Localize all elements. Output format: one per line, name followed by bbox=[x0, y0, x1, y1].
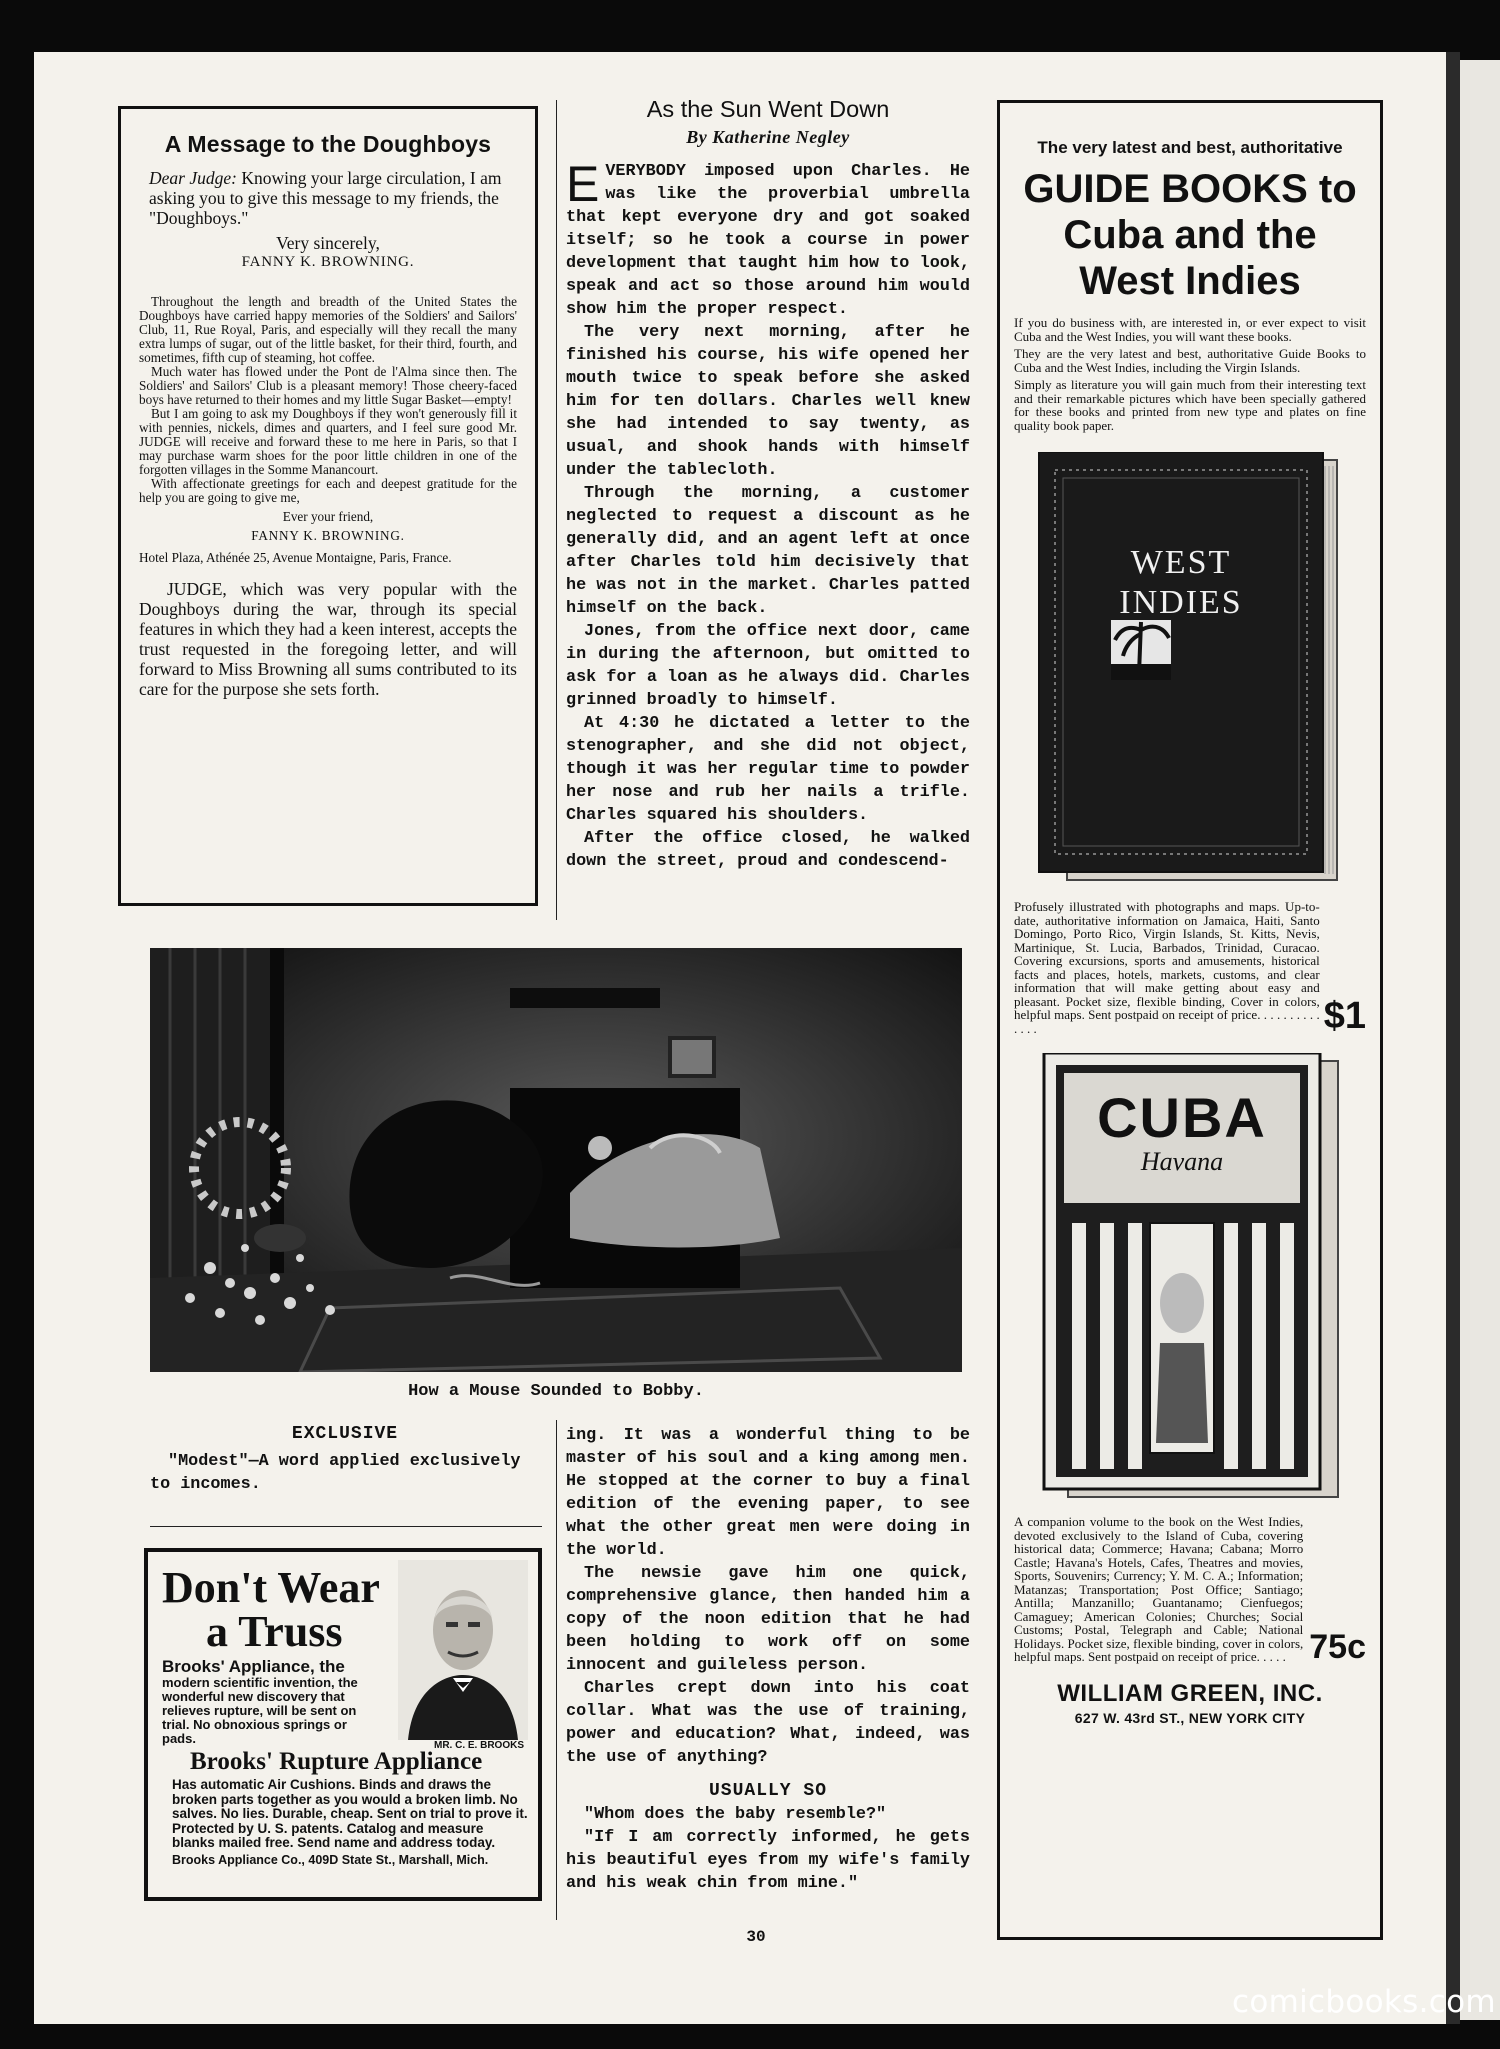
publisher-name: WILLIAM GREEN, INC. bbox=[1057, 1679, 1323, 1707]
guide-para-1: If you do business with, are interested in, or ever expect to visit Cuba and the West Indies, you will want these books. bbox=[1014, 315, 1366, 344]
drop-cap: E bbox=[566, 156, 600, 212]
story-p1: VERYBODY imposed upon Charles. He was like the proverbial umbrella that kept everyone dry and got soaked itself; so he took a course in power development that taught him how to look, speak and act so those around him would show him the proper respect. bbox=[566, 162, 970, 319]
story-byline: By Katherine Negley bbox=[686, 127, 850, 147]
story-p2: The very next morning, after he finished his course, his wife opened her mouth twice to speak before she asked him for ten dollars. Charles well knew she had intended to say twenty, as usual, and shook hands with himself under the tablecloth. bbox=[566, 323, 970, 480]
message-title: A Message to the Doughboys bbox=[164, 131, 492, 157]
binding-spine bbox=[1446, 52, 1460, 2024]
story-paragraph bbox=[566, 156, 970, 321]
truss-fine-print: modern scientific invention, the wonderful new discovery that relieves rupture, will be sent on trial. No obnoxious springs or pads. bbox=[162, 1675, 358, 1746]
exclusive-body: "Modest"—A word applied exclusively to incomes. bbox=[150, 1452, 521, 1494]
message-para-3: But I am going to ask my Doughboys if they won't generously fill it with pennies, nickels, dimes and quarters, and I feel sure good Mr. JUDGE will receive and forward these to me here in Paris, so that I may purchase warm shoes for the poor little children in one of the forgotten villages in the Somme Manancourt. bbox=[139, 406, 517, 477]
message-signature-1: FANNY K. BROWNING. bbox=[241, 254, 415, 270]
column-rule-left-bottom bbox=[556, 1420, 557, 1920]
cuba-price: 75c bbox=[1309, 1627, 1366, 1666]
usually-heading: USUALLY SO bbox=[708, 1781, 828, 1801]
truss-brand: Brooks' Rupture Appliance bbox=[190, 1748, 483, 1775]
portrait-image bbox=[398, 1560, 528, 1740]
message-greeting: Dear Judge: bbox=[149, 168, 237, 188]
truss-headline-2: a Truss bbox=[206, 1607, 343, 1656]
guide-headline: GUIDE BOOKS to Cuba and the West Indies bbox=[1023, 167, 1357, 303]
message-address: Hotel Plaza, Athénée 25, Avenue Montaigne, Paris, France. bbox=[139, 550, 452, 565]
story-p7: ing. It was a wonderful thing to be master of his soul and a king among men. He stopped at the corner to buy a final edition of the evening paper, to see what the other great men were doing in the world. bbox=[566, 1426, 970, 1560]
portrait-name: MR. C. E. BROOKS bbox=[433, 1740, 524, 1751]
message-para-4: With affectionate greetings for each and deepest gratitude for the help you are going to give me, bbox=[139, 476, 517, 505]
truss-advertisement bbox=[144, 1548, 542, 1901]
message-closing-2: Ever your friend, bbox=[282, 509, 374, 524]
message-para-2: Much water has flowed under the Pont de l'Alma since then. The Soldiers' and Sailors' Club is a pleasant memory! Those cheery-faced boys have returned to their homes and my little Sugar Basket—empty! bbox=[139, 364, 517, 407]
bedroom-scene-image bbox=[150, 948, 962, 1372]
cover-title-line-1: WEST bbox=[1130, 544, 1232, 581]
message-intro bbox=[149, 168, 517, 228]
west-indies-price: $1 bbox=[1323, 995, 1366, 1037]
truss-firm-address: Brooks Appliance Co., 409D State St., Marshall, Mich. bbox=[172, 1852, 489, 1867]
story-title: As the Sun Went Down bbox=[646, 96, 890, 122]
usually-answer: "If I am correctly informed, he gets his beautiful eyes from my wife's family and his weak chin from mine." bbox=[566, 1828, 970, 1893]
exclusive-rule bbox=[150, 1526, 542, 1527]
story-column-bottom bbox=[566, 1424, 970, 1895]
brooks-portrait bbox=[398, 1560, 528, 1760]
illustration-caption: How a Mouse Sounded to Bobby. bbox=[408, 1382, 704, 1401]
truss-description: Has automatic Air Cushions. Binds and draws the broken parts together as you would a broken limb. No salves. No lies. Durable, cheap. Sent on trial to prove it. Protected by U. S. patents. Catalog and measure blanks mailed free. Send name and address today. bbox=[172, 1777, 528, 1851]
story-p9: Charles crept down into his coat collar. What was the use of training, power and education? What, indeed, was the use of anything? bbox=[566, 1679, 970, 1767]
bedroom-mouse-illustration bbox=[150, 948, 962, 1372]
guide-para-2: They are the very latest and best, authoritative Guide Books to Cuba and the West Indies, including the Virgin Islands. bbox=[1014, 346, 1366, 375]
story-body-bottom bbox=[566, 1424, 970, 1769]
site-watermark: comicbooks.com bbox=[1232, 1984, 1496, 2020]
story-body-top bbox=[566, 156, 970, 873]
west-indies-description-row bbox=[1014, 900, 1366, 1035]
usually-question: "Whom does the baby resemble?" bbox=[584, 1805, 887, 1824]
column-rule-left bbox=[556, 100, 557, 920]
usually-body bbox=[566, 1803, 970, 1895]
guide-books-advertisement bbox=[997, 100, 1383, 1940]
cuba-description: A companion volume to the book on the West Indies, devoted exclusively to the Island of Cuba, covering historical data; Commerce; Havana; Cabana; Morro Castle; Havana's Hotels, Cafes, Theatres and movies, Sports, Souvenirs; Currency; Y. M. C. A.; Information; Matanzas; Transportation; Post Office; Santiago; Antilla; Manzanillo; Guantanamo; Cienfuegos; Camaguey; American Colonies; Churches; Social Customs; Postal, Telegraph and Cable; National Holidays. Pocket size, flexible binding, cover in colors, helpful maps. Sent postpaid on receipt of price. . . . . bbox=[1014, 1514, 1304, 1664]
story-p5: At 4:30 he dictated a letter to the stenographer, and she did not object, though it was her regular time to powder her nose and rub her nails a trifle. Charles squared his shoulders. bbox=[566, 714, 970, 825]
guide-kicker: The very latest and best, authoritative bbox=[1037, 138, 1343, 157]
cuba-title: CUBA bbox=[1097, 1086, 1267, 1149]
message-intro-text: Knowing your large circulation, I am asking you to give this message to my friends, the "Doughboys." bbox=[149, 168, 502, 228]
truss-subhead: Brooks' Appliance, the bbox=[162, 1657, 345, 1676]
cuba-book-cover bbox=[1038, 1053, 1342, 1499]
message-para-1: Throughout the length and breadth of the United States the Doughboys have carried happy memories of the Soldiers' and Sailors' Club, 11, Rue Royal, Paris, and especially will they recall the many extra lumps of sugar, out of the little basket, for their third, fourth, and sometimes, fifth cup of steaming, hot coffee. bbox=[139, 294, 517, 365]
facing-page-edge bbox=[1460, 60, 1500, 2020]
story-column-top bbox=[566, 96, 970, 873]
cuba-description-row bbox=[1014, 1515, 1366, 1664]
page-number: 30 bbox=[746, 1928, 766, 1946]
truss-headline-1: Don't Wear bbox=[162, 1563, 380, 1612]
guide-para-3: Simply as literature you will gain much from their interesting text and their remarkable pictures which have been specially gathered for these books and printed from new type and plates on fine quality book paper. bbox=[1014, 377, 1366, 433]
story-p6: After the office closed, he walked down the street, proud and condescend- bbox=[566, 829, 970, 871]
exclusive-heading: EXCLUSIVE bbox=[291, 1424, 399, 1444]
west-indies-book-cover bbox=[1031, 452, 1349, 884]
cover-title-line-2: INDIES bbox=[1119, 584, 1243, 621]
doughboys-message-box bbox=[118, 106, 538, 906]
story-p3: Through the morning, a customer neglected to request a discount as he generally did, and an agent left at once after Charles told him decisively that he was not in the market. Charles patted himself on the back. bbox=[566, 484, 970, 618]
story-p8: The newsie gave him one quick, comprehensive glance, then handed him a copy of the noon edition that he had been holding to work off on some innocent and guileless person. bbox=[566, 1564, 970, 1675]
west-indies-description: Profusely illustrated with photographs and maps. Up-to-date, authoritative information on Jamaica, Haiti, Santo Domingo, Porto Rico, Virgin Islands, St. Kitts, Nevis, Martinique, St. Lucia, Barbados, Trinidad, Curacao. Covering excursions, sports and amusements, historical facts and places, hotels, markets, customs, and clear information that will make getting about easy and pleasant. Pocket size, flexible binding, Cover in colors, helpful maps. Sent postpaid on receipt of price. . . . . . . . . . . . . . bbox=[1014, 899, 1320, 1036]
exclusive-joke bbox=[150, 1424, 540, 1496]
cuba-subtitle: Havana bbox=[1140, 1147, 1224, 1176]
judge-note: JUDGE, which was very popular with the Doughboys during the war, through its special features in which they had a keen interest, accepts the trust requested in the foregoing letter, and will forward to Miss Browning all sums contributed to its care for the purpose she sets forth. bbox=[139, 579, 517, 699]
story-p4: Jones, from the office next door, came in during the afternoon, but omitted to ask for a loan as he always did. Charles grinned broadly to himself. bbox=[566, 622, 970, 710]
message-signature-2: FANNY K. BROWNING. bbox=[251, 528, 405, 543]
publisher-address: 627 W. 43rd ST., NEW YORK CITY bbox=[1074, 1709, 1306, 1726]
truss-intro bbox=[158, 1658, 378, 1746]
message-closing-1: Very sincerely, bbox=[276, 233, 380, 253]
